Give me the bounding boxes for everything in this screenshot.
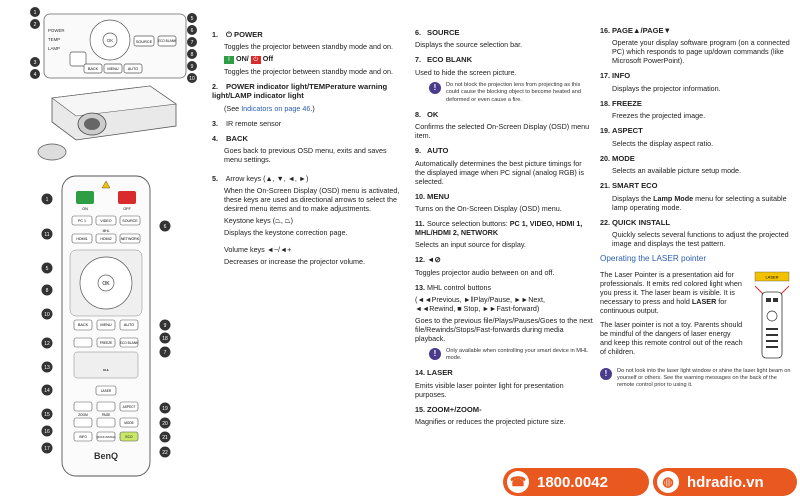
svg-text:7: 7 [163, 350, 167, 356]
item-title: POWER [234, 30, 263, 39]
svg-text:BACK: BACK [77, 323, 89, 327]
item-smart-eco: 21. SMART ECO Displays the Lamp Mode menu for selecting a suitable lamp operating mode. [600, 181, 787, 212]
svg-text:18: 18 [162, 336, 168, 342]
svg-text:17: 17 [44, 446, 50, 452]
remote-brand-logo: BenQ [93, 451, 119, 461]
item-title: BACK [226, 133, 248, 143]
panel-power-label: POWER [48, 28, 65, 33]
svg-text:10: 10 [189, 76, 195, 82]
on-icon: I [224, 56, 234, 64]
item-freeze: 18. FREEZE Freezes the projected image. [600, 98, 706, 121]
panel-menu-label: MENU [107, 67, 119, 71]
panel-ok-label: OK [106, 38, 114, 43]
svg-text:OK: OK [102, 281, 110, 287]
item-desc: Toggles the projector between standby mode and on. [224, 42, 394, 52]
item-ok: 8. OK Confirms the selected On-Screen Display (OSD) menu item. [415, 109, 590, 141]
svg-text:HDMI2: HDMI2 [100, 237, 112, 241]
svg-text:15: 15 [44, 412, 50, 418]
remote-callouts-left [42, 194, 53, 454]
keystone-keys: Keystone keys (⏢, ⏢) [224, 216, 294, 226]
volume-keys: Volume keys ◄−/◄+ [224, 245, 292, 255]
svg-text:19: 19 [162, 406, 168, 412]
note-box: ! Only available when controlling your smart device in MHL mode. [429, 348, 593, 363]
column-3 [600, 26, 795, 393]
svg-text:21: 21 [162, 435, 168, 441]
svg-text:1: 1 [33, 10, 37, 16]
item-menu: 10. MENU Turns on the On-Screen Display (OSD) menu. [415, 191, 562, 214]
svg-text:8: 8 [45, 288, 49, 294]
svg-text:2: 2 [33, 22, 37, 28]
item-quick-install: 22. QUICK INSTALL Quickly selects several functions to adjust the projected image and displays the test pattern. [600, 217, 789, 249]
svg-text:1: 1 [45, 197, 49, 203]
svg-text:QUICK INSTALL: QUICK INSTALL [96, 436, 116, 439]
svg-text:MHL: MHL [102, 368, 110, 372]
svg-text:10: 10 [44, 312, 50, 318]
laser-section [600, 270, 795, 362]
mute-icon: ◄⊘ [427, 255, 441, 265]
svg-text:PAGE: PAGE [101, 413, 111, 417]
panel-back-label: BACK [87, 67, 99, 71]
svg-text:ZOOM: ZOOM [78, 413, 88, 417]
laser-remote-thumbnail [749, 270, 795, 362]
svg-text:13: 13 [44, 365, 50, 371]
svg-text:11: 11 [44, 232, 50, 238]
svg-text:LASER: LASER [765, 274, 779, 280]
svg-text:6: 6 [190, 28, 194, 34]
panel-source-label: SOURCE [135, 40, 153, 44]
svg-text:16: 16 [44, 429, 50, 435]
svg-text:MODE: MODE [124, 421, 134, 425]
panel-auto-label: AUTO [127, 67, 139, 71]
item-ir-sensor: 3. IR remote sensor [212, 118, 282, 128]
item-zoom: 15. ZOOM+/ZOOM- Magnifies or reduces the projected picture size. [415, 404, 566, 427]
item-title: IR remote sensor [226, 118, 282, 128]
item-indicators: 2. POWER indicator light/TEMPerature warning light/LAMP indicator light (See Indicators on page 46.) [212, 81, 388, 113]
svg-text:ECO: ECO [125, 435, 133, 439]
item-page: 16. PAGE▲/PAGE▼ Operate your display software program (on a connected PC) which responds to page up/down commands (like Microsoft PowerPoint). [600, 26, 790, 66]
svg-text:SOURCE: SOURCE [122, 219, 138, 223]
item-aspect: 19. ASPECT Selects the display aspect ratio. [600, 126, 714, 148]
laser-section-heading: Operating the LASER pointer [600, 254, 707, 264]
svg-text:MHL: MHL [102, 229, 110, 233]
svg-text:NETWORK: NETWORK [120, 237, 140, 241]
svg-text:ASPECT: ASPECT [122, 405, 136, 409]
item-laser: 14. LASER Emits visible laser pointer light for presentation purposes. [415, 368, 564, 399]
svg-text:6: 6 [163, 224, 167, 230]
phone-button[interactable]: ☎ 1800.0042 [503, 468, 649, 496]
svg-text:8: 8 [190, 52, 194, 58]
svg-text:9: 9 [190, 64, 194, 70]
note-icon: ! [600, 368, 612, 380]
globe-icon: ◍ [657, 471, 679, 493]
item-mhl: 13. MHL control buttons (◄◄Previous, ►‖Play/Pause, ►►Next, ◄◄Rewind, ■ Stop, ►►Fast-forward) Goes to the previous file/Plays/Pauses/Goes to the next file/Rewinds/Stops/Fast-forwards during media playback. ! Only available when controlling your smart device in MHL mode. [415, 282, 593, 361]
on-off-row: I ON/ ⏻ Off [224, 54, 400, 63]
remote-off-button [118, 191, 136, 204]
item-source-buttons: 11. Source selection buttons: PC 1, VIDEO, HDMI 1, MHL/HDMI 2, NETWORK Selects an input source for display. [415, 219, 583, 250]
note-icon: ! [429, 348, 441, 360]
laser-paragraph-2: The laser pointer is not a toy. Parents should be mindful of the dangers of laser energy and keep this remote control out of the reach of children. [600, 319, 743, 356]
laser-paragraph-1: The Laser Pointer is a presentation aid for professionals. It emits red colored light when you press it. The laser beam is visible. It is necessary to press and hold LASER for continuous output. [600, 269, 742, 315]
note-icon: ! [429, 82, 441, 94]
item-arrow-keys: 5. Arrow keys (▲, ▼, ◄, ►) When the On-Screen Display (OSD) menu is activated, these keys are used as directional arrows to select the desired menu items and to make adjustments. Keystone keys (⏢, ⏢) Displays the keystone correction page. Volume keys ◄−/◄+ Decreases or increase the projector volume. [212, 174, 400, 267]
item-power [212, 30, 400, 76]
svg-text:ECO BLANK: ECO BLANK [119, 341, 139, 345]
remote-callouts-right [160, 221, 171, 458]
item-mode: 20. MODE Selects an available picture setup mode. [600, 153, 742, 176]
off-icon: ⏻ [251, 56, 261, 64]
panel-eco-label: ECO BLANK [157, 39, 177, 43]
laser-note-box: ! Do not look into the laser light window or shine the laser light beam on yourself or others. See the warning messages on the back of the remote control prior to using it. [600, 368, 795, 390]
svg-text:4: 4 [33, 72, 37, 78]
panel-temp-label: TEMP [48, 37, 61, 42]
remote-on-button [76, 191, 94, 204]
item-title: Arrow keys (▲, ▼, ◄, ►) [225, 174, 309, 184]
projector-control-panel [44, 14, 186, 78]
svg-text:VIDEO: VIDEO [100, 219, 112, 223]
illustration-panel [0, 0, 200, 500]
item-source: 6. SOURCE Displays the source selection bar. [415, 28, 523, 50]
svg-text:AUTO: AUTO [123, 323, 135, 327]
projector-body [38, 86, 176, 160]
panel-lamp-label: LAMP [48, 46, 60, 51]
lens-cap [38, 144, 66, 160]
item-info: 17. INFO Displays the projector information. [600, 71, 721, 93]
svg-text:22: 22 [162, 450, 168, 456]
item-number: 1. [212, 30, 218, 39]
svg-text:OFF: OFF [123, 207, 131, 211]
svg-text:MENU: MENU [100, 323, 112, 327]
indicators-link[interactable]: Indicators on page 46 [241, 103, 311, 113]
svg-text:LASER: LASER [100, 389, 112, 393]
svg-text:HDMI1: HDMI1 [76, 237, 88, 241]
power-icon: ⏻ [226, 30, 233, 39]
item-auto: 9. AUTO Automatically determines the best picture timings for the displayed image when PC signal (analog RGB) is selected. [415, 146, 584, 186]
svg-text:14: 14 [44, 388, 50, 394]
svg-text:3: 3 [33, 60, 37, 66]
svg-text:FREEZE: FREEZE [99, 341, 113, 345]
svg-text:ON: ON [82, 207, 88, 211]
phone-icon: ☎ [507, 471, 529, 493]
panel-power-button [70, 52, 86, 66]
svg-text:INFO: INFO [79, 435, 87, 439]
item-eco-blank: 7. ECO BLANK Used to hide the screen picture. ! Do not block the projection lens from projecting as this could cause the blocking object to become heated and deformed or even cause a fire. [415, 55, 593, 103]
item-desc: Toggles the projector between standby mode and on. [224, 66, 394, 76]
remote-control [62, 176, 150, 476]
svg-text:7: 7 [190, 40, 194, 46]
svg-text:9: 9 [163, 323, 167, 329]
item-mute: 12. ◄⊘ Toggles projector audio between on and off. [415, 255, 555, 277]
svg-text:5: 5 [45, 266, 49, 272]
contact-footer [495, 464, 800, 500]
item-back: 4. BACK Goes back to previous OSD menu, exits and saves menu settings. [212, 133, 387, 165]
item-title: POWER indicator light/TEMPerature warning light/LAMP indicator light [212, 81, 388, 101]
website-button[interactable]: ◍ hdradio.vn [653, 468, 797, 496]
svg-text:20: 20 [162, 421, 168, 427]
remote-lower-keys [74, 402, 138, 441]
svg-text:5: 5 [190, 16, 194, 22]
remote-nav-keys [74, 320, 138, 330]
column-2 [415, 28, 593, 432]
svg-text:PC 1: PC 1 [78, 219, 86, 223]
column-1 [212, 30, 400, 272]
svg-text:12: 12 [44, 341, 50, 347]
note-box: ! Do not block the projection lens from projecting as this could cause the blocking object to become heated and deformed or even cause a fire. [429, 82, 593, 104]
